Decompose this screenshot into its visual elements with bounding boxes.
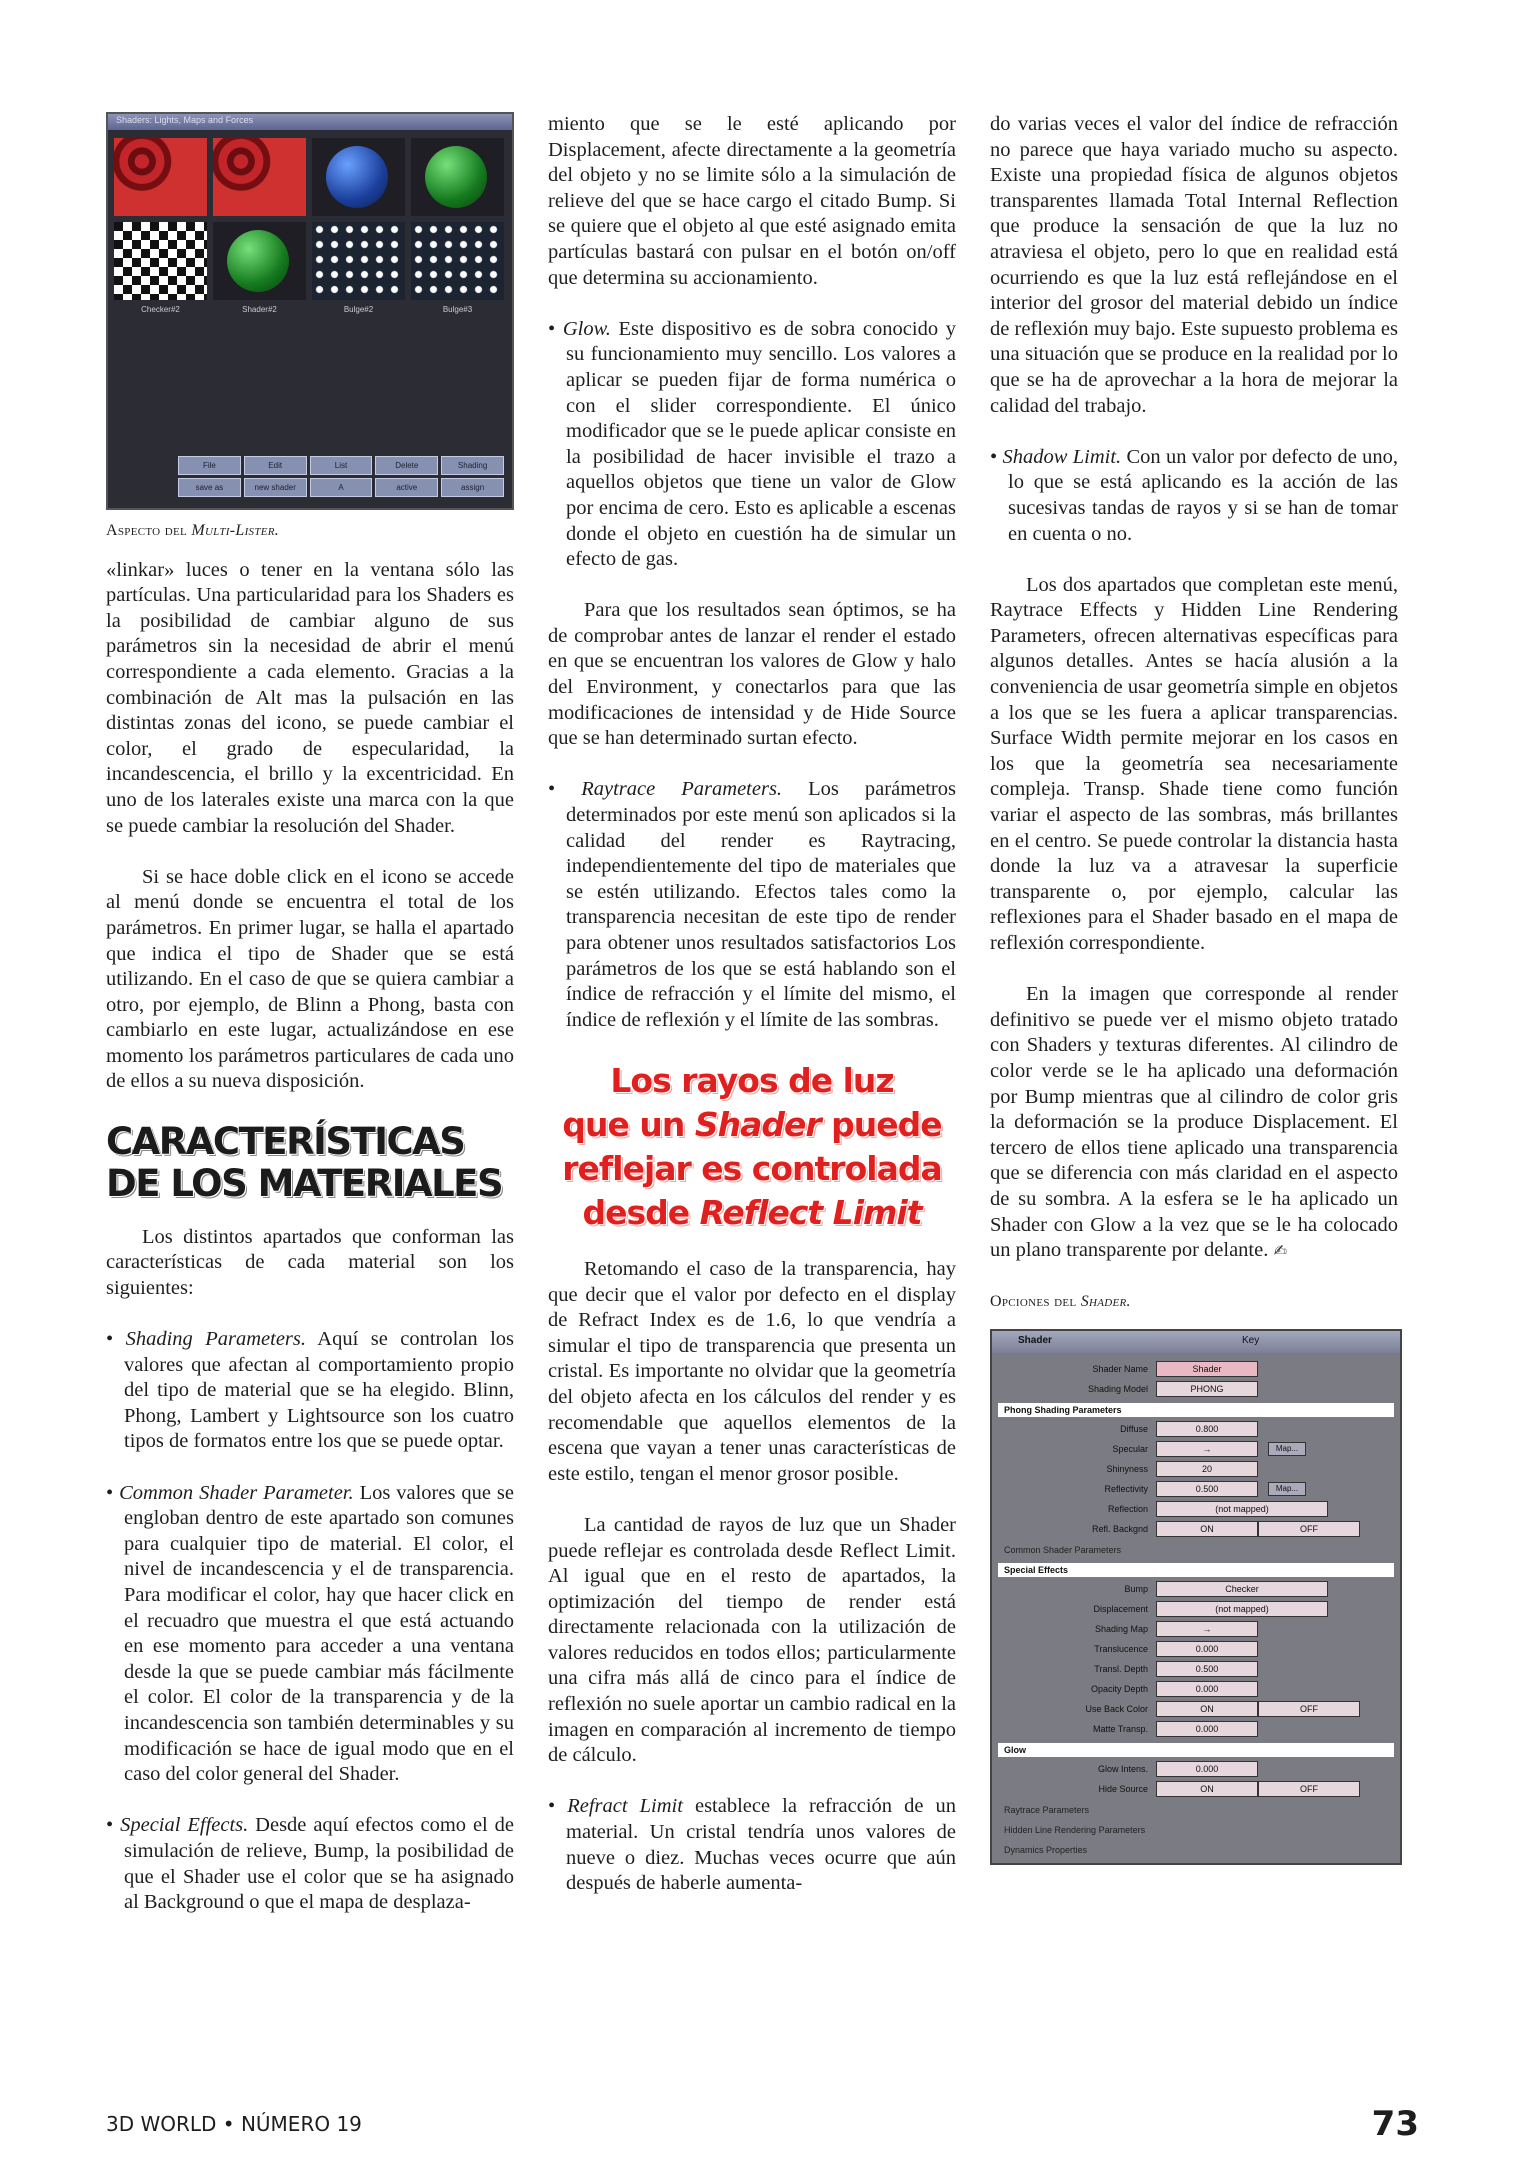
window-title-bar	[108, 114, 512, 130]
param-row: Use Back Color ON OFF	[998, 1701, 1394, 1717]
assign-button: assign	[441, 478, 504, 497]
multi-lister-buttons	[178, 456, 504, 496]
new-shader-button: new shader	[244, 478, 307, 497]
param-row: Translucence 0.000	[998, 1641, 1394, 1657]
section-common: Common Shader Parameters	[998, 1543, 1394, 1557]
bullet-item: • Special Effects. Desde aquí efectos como el de simulación de relieve, Bump, la posibilidad de que el Shader use el color que se ha asignado al Background o que el mapa de desplaza-	[106, 1814, 514, 1914]
swatch-shader	[411, 138, 504, 216]
swatch-fractal	[213, 138, 306, 216]
multi-lister-screenshot	[106, 112, 514, 510]
paragraph: «linkar» luces o tener en la ventana sólo las partículas. Una particularidad para los Shaders es la posibilidad de cambiar alguno de sus parámetros sin la necesidad de abrir el menú correspondiente a cada elemento. Gracias a la combinación de Alt mas la pulsación en las distintas zonas del icono, se puede cambiar el color, el grado de especularidad, la incandescencia, el brillo y la excentricidad. En uno de los laterales existe una marca con la que se puede cambiar la resolución del Shader.	[106, 558, 514, 837]
delete-button: Delete	[375, 456, 438, 475]
figure-caption-1: Aspecto del Multi-Lister.	[106, 522, 280, 539]
bullet-item: • Common Shader Parameter. Los valores que se engloban dentro de este apartado son comunes para cualquier tipo de material. El color, el nivel de incandescencia y el de transparencia. Para modificar el color, hay que hacer click en el recuadro que muestra el que está actuando en ese momento para acceder a una ventana desde la que se puede cambiar más fácilmente el color. El color de la transparencia y de la incandescencia son también determinables y su modificación se hace de igual modo que en el caso del color general del Shader.	[106, 1481, 515, 1786]
shading-button: Shading	[441, 456, 504, 475]
swatch-default-shader	[312, 138, 405, 216]
param-row: Shading Model PHONG	[998, 1381, 1394, 1397]
param-row: Transl. Depth 0.500	[998, 1661, 1394, 1677]
swatch-shader-2: Shader#2	[213, 222, 306, 300]
paragraph: Los dos apartados que completan este menú, Raytrace Effects y Hidden Line Rendering Parameters, ofrecen alternativas específicas para algunos detalles. Antes se hacía alusión a la conveniencia de usar geometría simple en objetos a los que se les fuera a aplicar transparencias. Surface Width permite mejorar en los casos en los que la geometría sea necesariamente compleja. Transp. Shade tiene como función variar el aspecto de las sombras, más brillantes en el centro. Se puede controlar la distancia hasta donde la luz va a atravesar la superficie transparente o, por ejemplo, calcular las reflexiones para el Shader basado en el mapa de reflexión correspondiente.	[990, 573, 1398, 954]
param-row: Bump Checker	[998, 1581, 1394, 1597]
list-button: List	[310, 456, 373, 475]
save-as-button: save as	[178, 478, 241, 497]
param-row: Refl. Backgnd ON OFF	[998, 1521, 1394, 1537]
all-button: A	[310, 478, 373, 497]
param-row: Displacement (not mapped)	[998, 1601, 1394, 1617]
active-button: active	[375, 478, 438, 497]
paragraph: En la imagen que corresponde al render definitivo se puede ver el mismo objeto tratado con Shaders y texturas diferentes. Al cilindro de color verde se le ha aplicado una deformación por Bump mientras que al cilindro de color gris la deformación se la produce Displacement. El tercero de ellos tiene aplicado una transparencia que se diferencia con más claridad en el aspecto de su sombra. A la esfera se le ha aplicado un Shader con Glow a la vez que se le ha colocado un plano transparente por delante. ✍	[990, 983, 1398, 1262]
param-row: Opacity Depth 0.000	[998, 1681, 1394, 1697]
param-row: Shading Map →	[998, 1621, 1394, 1637]
param-row: Specular → Map...	[998, 1441, 1394, 1457]
paragraph: do varias veces el valor del índice de refracción no parece que haya variado mucho su aspecto. Existe una propiedad física de algunos objetos transparentes llamada Total Internal Reflection que produce la sensación de que la luz no atraviesa el objeto, pero lo que en realidad está ocurriendo es que la luz está reflejándose en el interior del grosor del material debido un índice de reflexión muy bajo. Este supuesto problema es una situación que se produce en la realidad por lo que se ha de aprovechar a la hora de mejorar la calidad del trabajo.	[990, 113, 1398, 417]
swatch-bulge-3: Bulge#3	[411, 222, 504, 300]
pull-quote: Los rayos de luz que un Shader puede reflejar es controlada desde Reflect Limit	[562, 1060, 942, 1232]
key-label: Key	[1242, 1334, 1260, 1346]
section-dynamics: Dynamics Properties	[998, 1843, 1394, 1857]
paragraph: Los distintos apartados que conforman las características de cada material son los siguientes:	[106, 1225, 514, 1299]
section-raytrace: Raytrace Parameters	[998, 1803, 1394, 1817]
shader-options-screenshot	[990, 1329, 1402, 1865]
column-2	[548, 112, 956, 1922]
section-hidden-line: Hidden Line Rendering Parameters	[998, 1823, 1394, 1837]
section-phong: Phong Shading Parameters	[998, 1403, 1394, 1417]
window-title-bar	[992, 1331, 1400, 1353]
edit-button: Edit	[244, 456, 307, 475]
window-title: Shader	[1018, 1334, 1052, 1346]
param-row: Diffuse 0.800	[998, 1421, 1394, 1437]
section-special-effects: Special Effects	[998, 1563, 1394, 1577]
param-row: Reflection (not mapped)	[998, 1501, 1394, 1517]
figure-caption-2: Opciones del Shader.	[990, 1293, 1131, 1311]
shader-swatch-grid	[114, 138, 504, 314]
swatch-checker: Checker#2	[114, 222, 207, 300]
swatch-environment	[114, 138, 207, 216]
swatch-bulge-2: Bulge#2	[312, 222, 405, 300]
footer-magazine: 3D WORLD • NÚMERO 19	[106, 2112, 362, 2136]
param-row: Shader Name Shader	[998, 1361, 1394, 1377]
bullet-item: • Shadow Limit. Con un valor por defecto de uno, lo que se está aplicando es la acción de las sucesivas tandas de rayos y si se han de tomar en cuenta o no.	[990, 445, 1398, 545]
paragraph: Para que los resultados sean óptimos, se ha de comprobar antes de lanzar el render el estado en que se encuentran los valores de Glow y halo del Environment, y conectarlos para que las modificaciones de intensidad y de Hide Source que se han determinado surtan efecto.	[548, 599, 956, 750]
section-heading: CARACTERÍSTICAS DE LOS MATERIALES	[106, 1119, 503, 1205]
paragraph: Si se hace doble click en el icono se accede al menú donde se encuentra el total de los parámetros. En primer lugar, se halla el apartado que indica el tipo de Shader que se está utilizando. En el caso de que se quiera cambiar a otro, por ejemplo, de Blinn a Phong, basta con cambiarlo en este lugar, actualizándose en ese momento los parámetros particulares de cada uno de ellos a su nueva disposición.	[106, 865, 514, 1093]
section-glow: Glow	[998, 1743, 1394, 1757]
param-row: Shinyness 20	[998, 1461, 1394, 1477]
param-row: Hide Source ON OFF	[998, 1781, 1394, 1797]
paragraph: Retomando el caso de la transparencia, hay que decir que el valor por defecto en el display de Refract Index es de 1.6, lo que vendría a simular el tipo de transparencia que presenta un cristal. Es importante no olvidar que la geometría del objeto afecta en los cálculos del render y es recomendable que aquellos elementos de la escena que vayan a tener unas características de este estilo, tengan el menor grosor posible.	[548, 1257, 956, 1485]
page-number: 73	[1371, 2104, 1419, 2144]
bullet-item: • Refract Limit establece la refracción de un material. Un cristal tendría unos valores de nueve o diez. Muchas veces ocurre que aún después de haberle aumenta-	[548, 1795, 956, 1895]
bullet-item: • Glow. Este dispositivo es de sobra conocido y su funcionamiento muy sencillo. Los valores a aplicar se pueden fijar de forma numérica o con el slider correspondiente. El único modificador que se le puede aplicar consiste en la posibilidad de hacer invisible el trazo a aquellos objetos que tiene un valor de Glow por encima de cero. Esto es aplicable a escenas donde el objeto en cuestión ha de simular un efecto de gas.	[548, 317, 956, 571]
paragraph: La cantidad de rayos de luz que un Shader puede reflejar es controlada desde Reflect Limit. Al igual que en el resto de apartados, la optimización del tiempo de render está directamente relacionada con la utilización de valores reducidos en todos ellos; particularmente una cifra más allá de cinco para el índice de reflexión no suele aportar un cambio radical en la imagen en comparación al incremento de tiempo de cálculo.	[548, 1513, 956, 1767]
window-title: Shaders: Lights, Maps and Forces	[116, 115, 254, 125]
bullet-item: • Shading Parameters. Aquí se controlan los valores que afectan al comportamiento propio del tipo de material que se ha elegido. Blinn, Phong, Lambert y Lightsource son los cuatro tipos de formatos entre los que se puede optar.	[106, 1328, 514, 1453]
shader-parameter-list	[998, 1361, 1394, 1861]
signature-icon: ✍	[1273, 1241, 1287, 1261]
column-3	[990, 112, 1398, 1865]
bullet-item: • Raytrace Parameters. Los parámetros determinados por este menú son aplicados si la calidad del render es Raytracing, independientemente del tipo de materiales que se estén utilizando. Efectos tales como la transparencia necesitan de este tipo de render para obtener unos resultados satisfactorios Los parámetros de los que se está hablando son el índice de refracción y el límite del mismo, el índice de reflexión y el límite de las sombras.	[548, 778, 956, 1031]
file-button: File	[178, 456, 241, 475]
param-row: Reflectivity 0.500 Map...	[998, 1481, 1394, 1497]
param-row: Matte Transp. 0.000	[998, 1721, 1394, 1737]
column-1	[106, 112, 514, 1941]
paragraph: miento que se le esté aplicando por Displacement, afecte directamente a la geometría del objeto y no se limite sólo a la simulación de relieve del que se hace cargo el citado Bump. Si se quiere que el objeto al que esté asignado emita partículas bastará con pulsar en el botón on/off que determina su accionamiento.	[548, 113, 956, 289]
param-row: Glow Intens. 0.000	[998, 1761, 1394, 1777]
